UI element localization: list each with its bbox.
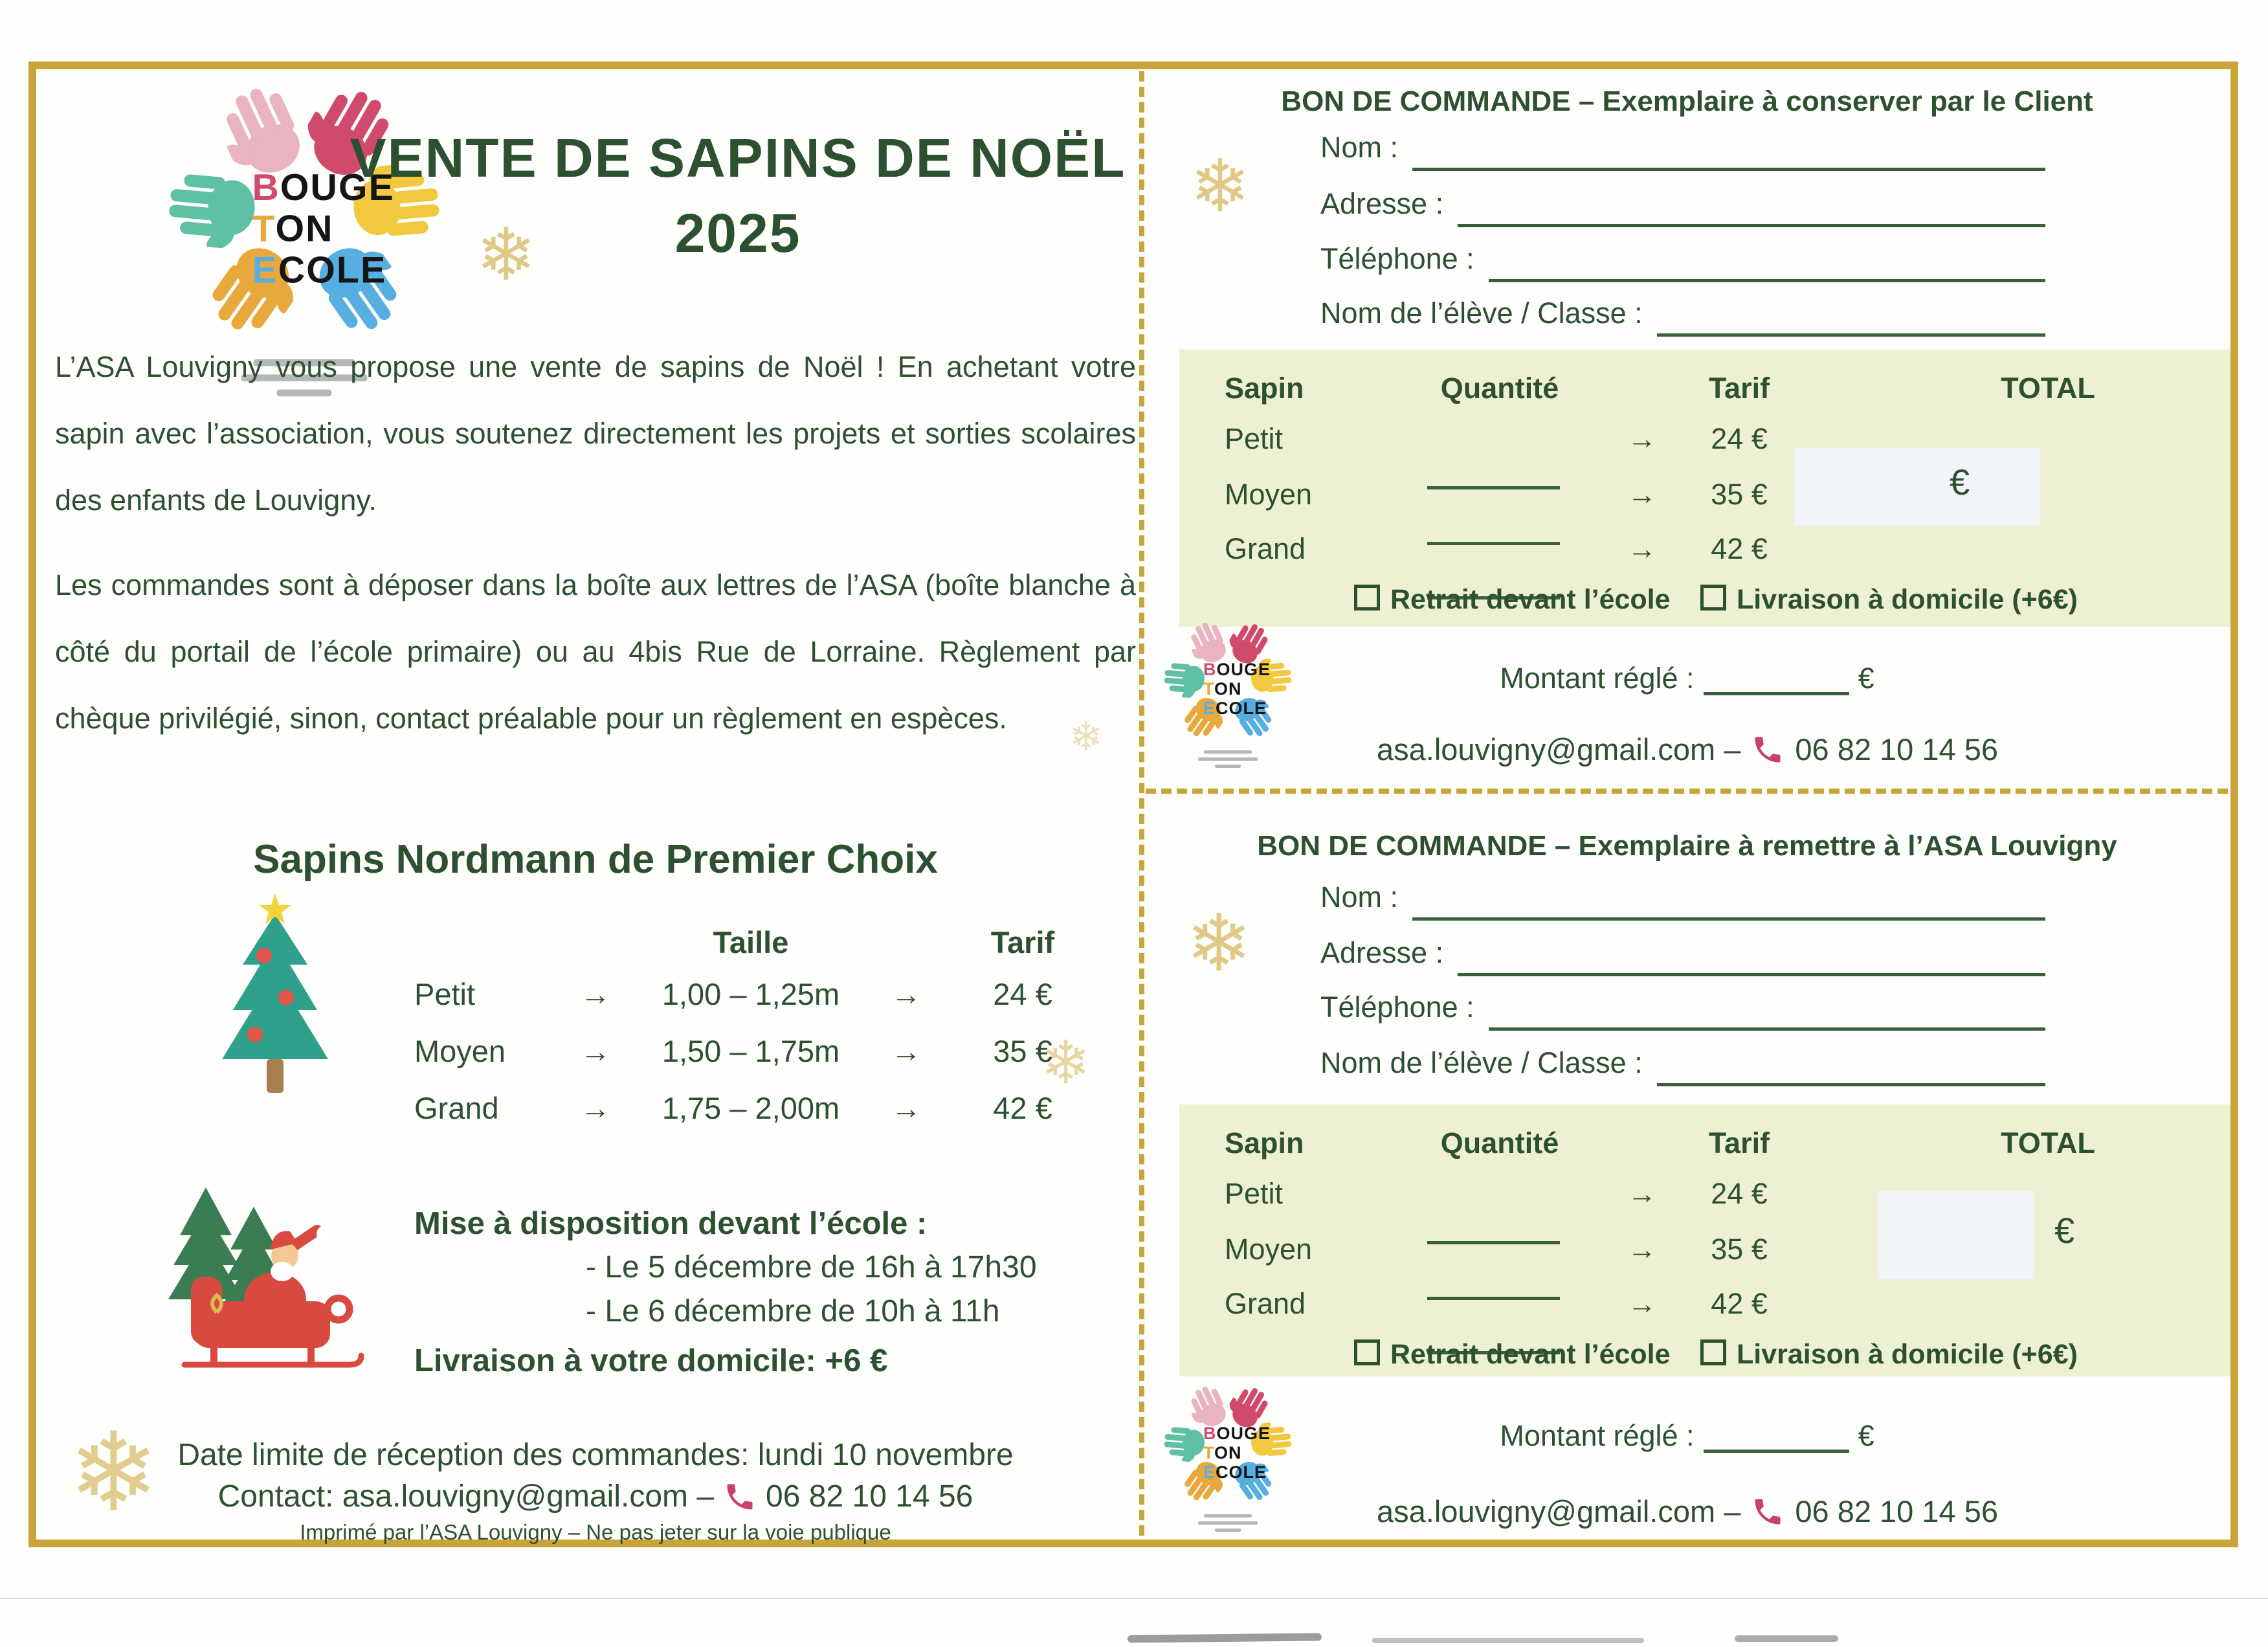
checkbox-icon [1700, 1339, 1726, 1365]
imprint-line: Imprimé par l’ASA Louvigny – Ne pas jeter sur la voie publique [300, 1520, 891, 1544]
col-sapin: Sapin [1225, 372, 1304, 405]
row-name: Petit [1225, 1177, 1284, 1210]
snowflake-icon: ❄ [68, 1411, 159, 1533]
arrow-icon: → [1627, 1287, 1657, 1320]
arrow-icon: → [580, 1091, 611, 1125]
field-telephone [1320, 242, 2045, 276]
table-row [1225, 1287, 2211, 1321]
email-text: asa.louvigny@gmail.com – [1377, 1494, 1741, 1529]
col-tarif: Tarif [990, 925, 1055, 959]
order-table [1179, 350, 2230, 627]
field-adresse [1320, 936, 2045, 970]
snowflake-icon: ❄ [1069, 715, 1103, 759]
arrow-icon: → [891, 1091, 922, 1125]
row-name: Petit [1225, 422, 1284, 455]
order-table-header [1225, 1126, 2211, 1160]
deadline-line: Date limite de réception des commandes: lundi 10 novembre [177, 1438, 1014, 1472]
col-quantite: Quantité [1440, 1126, 1559, 1160]
field-nom [1320, 131, 2045, 164]
amount-blank [1704, 692, 1849, 695]
table-row [414, 976, 1100, 1012]
col-taille: Taille [713, 925, 789, 959]
row-name: Grand [1225, 1287, 1306, 1320]
row-size: 1,00 – 1,25m [662, 977, 840, 1011]
field-label: Nom de l’élève / Classe : [1320, 1046, 1643, 1079]
logo-text: BOUGE TON ECOLE [1203, 660, 1271, 719]
blank-line [1657, 1053, 2045, 1086]
phone-icon [1751, 1495, 1784, 1529]
availability-item: - Le 6 décembre de 10h à 11h [586, 1294, 1000, 1328]
option-livraison: Livraison à domicile (+6€) [1700, 584, 2078, 616]
field-telephone [1320, 991, 2045, 1024]
checkbox-icon [1700, 585, 1726, 611]
logo-caption [1198, 750, 1258, 768]
field-nom [1320, 880, 2045, 914]
santa-sleigh-image [155, 1180, 395, 1374]
table-row [1225, 1177, 2211, 1211]
field-label: Nom : [1320, 131, 1399, 164]
amount-label: Montant réglé : [1500, 662, 1695, 695]
amount-paid-line [1144, 1419, 2230, 1453]
arrow-icon: → [1627, 1233, 1657, 1266]
row-name: Grand [414, 1091, 499, 1125]
option-livraison: Livraison à domicile (+6€) [1700, 1339, 2078, 1371]
blank-line [1489, 997, 2045, 1031]
blank-line [1489, 249, 2045, 282]
scan-artifact [1372, 1638, 1644, 1643]
arrow-icon: → [580, 977, 611, 1011]
total-amount-box [1794, 448, 2040, 526]
row-price: 42 € [993, 1091, 1052, 1125]
amount-currency: € [1858, 1419, 1874, 1452]
amount-currency: € [1858, 662, 1874, 695]
row-name: Petit [414, 977, 476, 1011]
row-price: 42 € [1711, 532, 1768, 565]
table-row [1225, 478, 2211, 511]
order-table-header [1225, 372, 2211, 405]
contact-text: Contact: asa.louvigny@gmail.com – [217, 1479, 715, 1514]
row-name: Moyen [414, 1034, 506, 1068]
table-row [414, 1033, 1100, 1069]
arrow-icon: → [1627, 1177, 1657, 1210]
total-currency: € [2054, 1210, 2075, 1251]
form-contact-line [1183, 732, 2192, 767]
scan-artifact [0, 1598, 2268, 1599]
email-text: asa.louvigny@gmail.com – [1377, 732, 1741, 767]
phone-number: 06 82 10 14 56 [1795, 1494, 1998, 1529]
arrow-icon: → [1627, 422, 1657, 455]
field-label: Téléphone : [1320, 242, 1474, 275]
option-retrait: Retrait devant l’école [1354, 1339, 1671, 1371]
intro-paragraph: L’ASA Louvigny vous propose une vente de sapins de Noël ! En achetant votre sapin avec l’association, vous soutenez directement les projets et sorties scolaires des enfants de Louvigny. [55, 350, 1136, 517]
arrow-icon: → [580, 1034, 611, 1068]
order-table [1179, 1104, 2230, 1376]
bouge-ton-ecole-logo [1163, 626, 1293, 775]
snowflake-icon: ❄ [476, 214, 537, 295]
field-label: Adresse : [1320, 187, 1444, 220]
field-label: Nom : [1320, 880, 1399, 913]
total-currency: € [1950, 462, 1970, 502]
christmas-tree-image [206, 892, 345, 1096]
amount-label: Montant réglé : [1500, 1419, 1695, 1452]
field-label: Téléphone : [1320, 991, 1474, 1024]
form-title: BON DE COMMANDE – Exemplaire à remettre à l’ASA Louvigny [1257, 830, 2117, 862]
row-price: 24 € [993, 977, 1052, 1011]
row-price: 42 € [1711, 1287, 1768, 1320]
col-total: TOTAL [2001, 372, 2095, 405]
row-size: 1,50 – 1,75m [662, 1034, 840, 1068]
row-price: 35 € [1711, 478, 1768, 511]
order-form-asa [1144, 793, 2230, 1540]
row-name: Moyen [1225, 1233, 1313, 1266]
arrow-icon: → [1627, 532, 1657, 565]
row-size: 1,75 – 2,00m [662, 1091, 840, 1125]
arrow-icon: → [891, 977, 922, 1011]
blank-line [1657, 303, 2045, 337]
availability-title: Mise à disposition devant l’école : [414, 1206, 928, 1241]
arrow-icon: → [891, 1034, 922, 1068]
blank-line [1412, 137, 2045, 171]
logo-text: BOUGE TON ECOLE [1203, 1424, 1271, 1483]
contact-line [55, 1479, 1136, 1514]
table-row [414, 1090, 1100, 1126]
col-tarif: Tarif [1708, 1126, 1770, 1160]
blank-line [1458, 943, 2045, 976]
order-form-client [1144, 69, 2230, 789]
page-title [272, 120, 1204, 271]
field-label: Adresse : [1320, 936, 1444, 969]
home-delivery-line: Livraison à votre domicile: +6 € [414, 1343, 888, 1378]
checkbox-icon [1354, 1339, 1380, 1365]
col-sapin: Sapin [1225, 1126, 1304, 1160]
scan-artifact [1735, 1635, 1838, 1642]
availability-item: - Le 5 décembre de 16h à 17h30 [586, 1250, 1037, 1284]
logo-text: BOUGE TON ECOLE [252, 167, 395, 292]
snowflake-icon: ❄ [1186, 899, 1252, 987]
checkbox-icon [1354, 585, 1380, 611]
section-heading: Sapins Nordmann de Premier Choix [253, 837, 938, 882]
size-table-header [414, 924, 1100, 960]
title-line-2: 2025 [674, 203, 801, 263]
phone-number: 06 82 10 14 56 [1795, 732, 1998, 767]
orders-paragraph: Les commandes sont à déposer dans la boîte aux lettres de l’ASA (boîte blanche à côté du portail de l’école primaire) ou au 4bis Rue de Lorraine. Règlement par chèque privilégié, sinon, contact préalable pour un règlement en espèces. [55, 568, 1136, 735]
blank-line [1458, 194, 2045, 227]
row-name: Grand [1225, 532, 1306, 565]
scan-artifact [1128, 1633, 1322, 1642]
field-adresse [1320, 187, 2045, 221]
table-row [1225, 532, 2211, 566]
contact-phone: 06 82 10 14 56 [766, 1479, 973, 1514]
form-contact-line [1183, 1494, 2192, 1529]
snowflake-icon: ❄ [1041, 1030, 1091, 1096]
field-eleve-classe [1320, 297, 2045, 330]
field-eleve-classe [1320, 1046, 2045, 1080]
amount-paid-line [1144, 662, 2230, 695]
form-title: BON DE COMMANDE – Exemplaire à conserver par le Client [1281, 85, 2093, 117]
amount-blank [1704, 1450, 1849, 1453]
snowflake-icon: ❄ [1190, 146, 1251, 227]
phone-icon [723, 1480, 757, 1514]
field-label: Nom de l’élève / Classe : [1320, 297, 1643, 330]
bouge-ton-ecole-logo [1163, 1390, 1293, 1539]
table-row [1225, 422, 2211, 456]
title-line-1: VENTE DE SAPINS DE NOËL [350, 128, 1126, 188]
arrow-icon: → [1627, 478, 1657, 511]
logo-caption [1198, 1514, 1258, 1532]
row-price: 35 € [1711, 1233, 1768, 1266]
total-amount-box [1878, 1191, 2034, 1279]
col-quantite: Quantité [1440, 372, 1559, 405]
row-price: 24 € [1711, 422, 1768, 455]
col-total: TOTAL [2001, 1126, 2095, 1160]
row-price: 24 € [1711, 1177, 1768, 1210]
option-retrait: Retrait devant l’école [1354, 584, 1671, 616]
blank-line [1412, 887, 2045, 921]
row-price: 35 € [993, 1034, 1052, 1068]
row-name: Moyen [1225, 478, 1313, 511]
col-tarif: Tarif [1708, 372, 1770, 405]
phone-icon [1751, 733, 1784, 767]
